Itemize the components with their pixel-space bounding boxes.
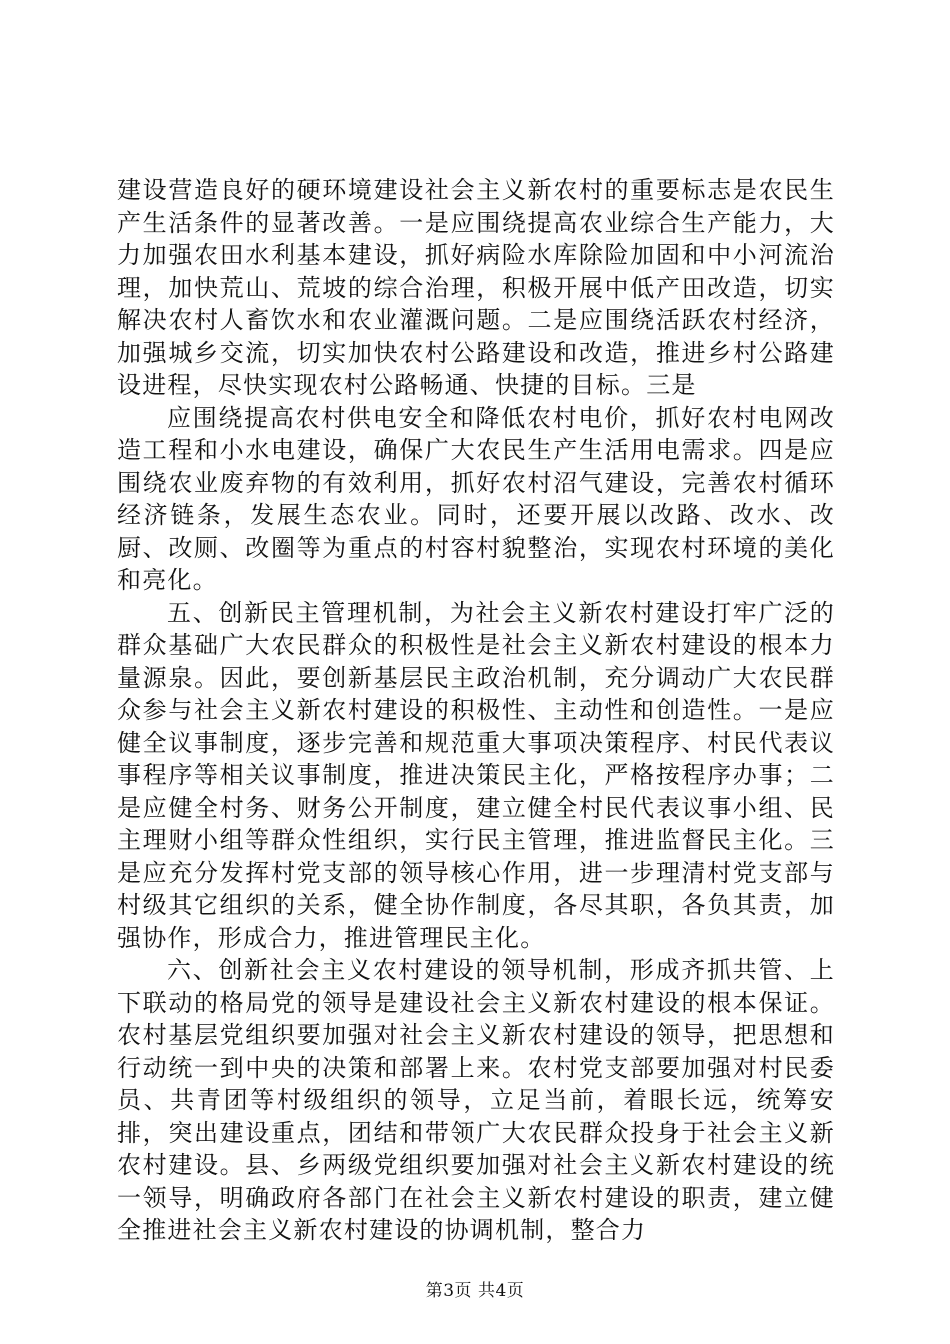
paragraph-3: 五、创新民主管理机制，为社会主义新农村建设打牢广泛的群众基础广大农民群众的积极性是社会主义新农村建设的根本力量源泉。因此，要创新基层民主政治机制，充分调动广大农民群众参与社会主义新农村建设的积极性、主动性和创造性。一是应健全议事制度，逐步完善和规范重大事项决策程序、村民代表议事程序等相关议事制度，推进决策民主化，严格按程序办事；二是应健全村务、财务公开制度，建立健全村民代表议事小组、民主理财小组等群众性组织，实行民主管理，推进监督民主化。三是应充分发挥村党支部的领导核心作用，进一步理清村党支部与村级其它组织的关系，健全协作制度，各尽其职，各负其责，加强协作，形成合力，推进管理民主化。 — [117, 598, 835, 952]
body-text — [117, 174, 835, 1247]
paragraph-4: 六、创新社会主义农村建设的领导机制，形成齐抓共管、上下联动的格局党的领导是建设社会主义新农村建设的根本保证。农村基层党组织要加强对社会主义新农村建设的领导，把思想和行动统一到中央的决策和部署上来。农村党支部要加强对村民委员、共青团等村级组织的领导，立足当前，着眼长远，统筹安排，突出建设重点，团结和带领广大农民群众投身于社会主义新农村建设。县、乡两级党组织要加强对社会主义新农村建设的统一领导，明确政府各部门在社会主义新农村建设的职责，建立健全推进社会主义新农村建设的协调机制，整合力 — [117, 956, 835, 1244]
paragraph-1: 建设营造良好的硬环境建设社会主义新农村的重要标志是农民生产生活条件的显著改善。一是应围绕提高农业综合生产能力，大力加强农田水利基本建设，抓好病险水库除险加固和中小河流治理，加快荒山、荒坡的综合治理，积极开展中低产田改造，切实解决农村人畜饮水和农业灌溉问题。二是应围绕活跃农村经济，加强城乡交流，切实加快农村公路建设和改造，推进乡村公路建设进程，尽快实现农村公路畅通、快捷的目标。三是 — [117, 176, 835, 399]
paragraph-2: 应围绕提高农村供电安全和降低农村电价，抓好农村电网改造工程和小水电建设，确保广大农民生产生活用电需求。四是应围绕农业废弃物的有效利用，抓好农村沼气建设，完善农村循环经济链条，发展生态农业。同时，还要开展以改路、改水、改厨、改厕、改圈等为重点的村容村貌整治，实现农村环境的美化和亮化。 — [117, 403, 835, 594]
page-number-footer: 第3页 共4页 — [425, 1281, 525, 1301]
